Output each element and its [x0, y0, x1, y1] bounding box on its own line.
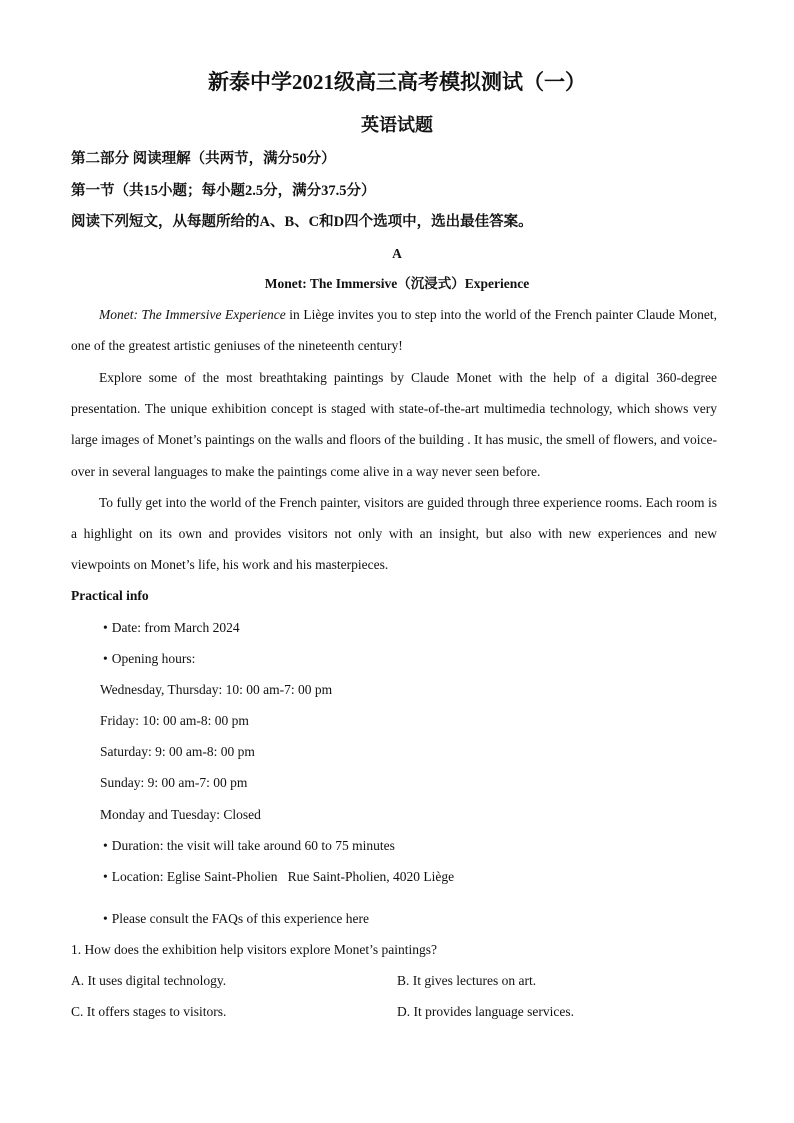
bullet-icon: • — [103, 869, 108, 884]
info-location: • Location: Eglise Saint-Pholien Rue Saint-Pholien, 4020 Liège — [103, 869, 455, 884]
question-stem: 1. How does the exhibition help visitors explore Monet’s paintings? — [71, 942, 437, 957]
hours-row: Wednesday, Thursday: 10: 00 am-7: 00 pm — [100, 682, 333, 697]
option-d: D. It provides language services. — [397, 1004, 574, 1019]
paragraph-2: Explore some of the most breathtaking paintings by Claude Monet with the help of a digital 360-degree presentation. The unique exhibition concept is staged with state-of-the-art multimedia technology, which shows very large images of Monet’s paintings on the walls and floors of the building . It has music, the smell of flowers, and voice-over in several languages to make the paintings come alive in a way never seen before. — [71, 370, 717, 479]
paragraph-1-italic: Monet: The Immersive Experience — [99, 307, 286, 322]
info-faq: • Please consult the FAQs of this experience here — [103, 911, 370, 926]
bullet-icon: • — [103, 620, 108, 635]
option-c: C. It offers stages to visitors. — [71, 1004, 227, 1019]
info-hours-label: • Opening hours: — [103, 651, 196, 666]
passage-letter: A — [392, 246, 402, 261]
instruction-text: 阅读下列短文，从每题所给的A、B、C和D四个选项中，选出最佳答案。 — [71, 214, 533, 230]
practical-info-heading: Practical info — [71, 588, 149, 603]
option-b: B. It gives lectures on art. — [397, 973, 537, 988]
bullet-icon: • — [103, 911, 108, 926]
hours-row: Friday: 10: 00 am-8: 00 pm — [100, 713, 249, 728]
bullet-icon: • — [103, 838, 108, 853]
hours-row: Saturday: 9: 00 am-8: 00 pm — [100, 744, 255, 759]
option-a: A. It uses digital technology. — [71, 973, 227, 988]
paragraph-1-rest: in Liège invites you to step into the world of the French painter Claude Monet, one of the greatest artistic geniuses of the nineteenth century! — [71, 307, 717, 354]
exam-title: 新泰中学2021级高三高考模拟测试（一） — [208, 70, 586, 94]
hours-row: Monday and Tuesday: Closed — [100, 807, 261, 822]
part-heading: 第二部分 阅读理解（共两节，满分50分） — [71, 151, 336, 167]
hours-row: Sunday: 9: 00 am-7: 00 pm — [100, 775, 248, 790]
paragraph-3: To fully get into the world of the French painter, visitors are guided through three experience rooms. Each room is a highlight on its own and provides visitors not only with an insight, but also with new experiences and new viewpoints on Monet’s life, his work and his masterpieces. — [71, 495, 717, 573]
bullet-icon: • — [103, 651, 108, 666]
passage-heading: Monet: The Immersive（沉浸式）Experience — [264, 276, 530, 291]
info-date: • Date: from March 2024 — [103, 620, 240, 635]
paragraph-1 — [71, 299, 717, 361]
info-duration: • Duration: the visit will take around 60 to 75 minutes — [103, 838, 395, 853]
section-heading: 第一节（共15小题；每小题2.5分，满分37.5分） — [71, 183, 376, 199]
exam-subtitle: 英语试题 — [361, 115, 433, 135]
